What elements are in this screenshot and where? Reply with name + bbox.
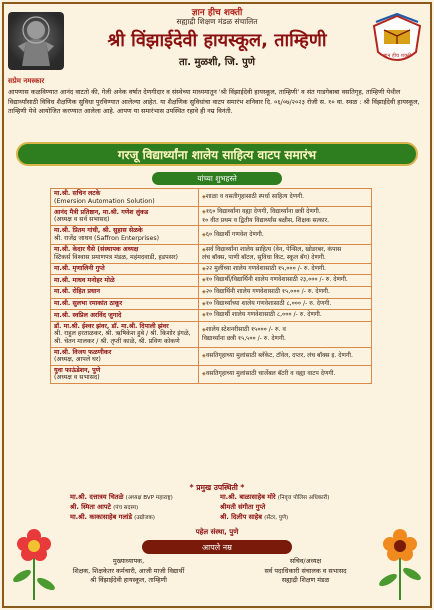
donor-affiliation: (अध्यक्ष व सर्व सभासद) [54, 216, 110, 224]
donation-cell [199, 226, 371, 243]
school-name: श्री विंझाईदेवी हायस्कूल, ताम्हिणी [107, 30, 327, 51]
donor-name-cell [51, 207, 199, 225]
donation-detail: ◈ २० विद्यार्थिनी शालेय गणवेशासाठी १५,००० /- रु. देणगी. [202, 288, 368, 297]
donor-name: मा.श्री. केदार घैसे (संस्थापक अध्यक्ष [54, 246, 139, 254]
donor-name: डॉ. मा.श्री. ईश्वर झंवर, डॉ. मा.श्री. दिपाली झंवर [54, 322, 169, 330]
donation-detail: ◈ ६० विद्यार्थी गणवेश देणगी. [202, 231, 368, 240]
donor-row [51, 189, 371, 207]
closing-badge [142, 540, 292, 554]
organization-name: सह्याद्री शिक्षण मंडळ संचालित [176, 17, 258, 26]
donor-name-cell [51, 245, 199, 263]
donation-detail: ◈ वसतिगृहाच्या मुलांसाठी ब्लॅंकेट, टॉवेल, दप्तर, लंच बॉक्स इ. देणगी. [202, 352, 368, 361]
guest-entry [220, 513, 370, 523]
donor-affiliation: (अध्यक्ष व सभासद) [54, 374, 100, 382]
donor-name: मा.श्री. स्वप्निल अरविंद जुगादे [54, 311, 122, 319]
donor-name: मा.श्री. माधव मनोहर मोळे [54, 276, 115, 284]
donation-detail: ◈ वसतिगृहाच्या मुलांसाठी चार्जेबल बॅटरी व वह्या वाटप देणगी. [202, 370, 368, 379]
donor-name-cell [51, 348, 199, 365]
donor-name: मा.श्री. प्रितम गांधी, श्री. सुहास सेळके [54, 227, 143, 235]
guest-name: श्री. दिलीप साहेब [220, 513, 263, 521]
donation-cell [199, 207, 371, 225]
donor-name-cell [51, 226, 199, 243]
footer-left-line: श्री विंझाईदेवी हायस्कूल, ताम्हिणी [90, 576, 167, 585]
donation-detail: ◈ १० विद्यार्थी शालेय गणवेशासाठी ८,००० /- रु. देणगी. [202, 311, 368, 320]
donation-cell [199, 189, 371, 206]
invitation-text: आपणास कळविण्यात आनंद वाटतो की, गेली अनेक वर्षात देणगीदार व संस्थेच्या माध्यमातून 'श्री विंझाईदेवी हायस्कूल, ताम्हिणी' व संत गाडगेबाबा वसतिगृह, ताम्हिणी येथील विद्यार्थ्यांसाठी विविध शैक्षणिक सुविधा पुरविण्यात आलेल्या आहेत. या शैक्षणिक सुविधांचा वाटप समारंभ शनिवार दि. ०६/०७/२०२३ रोजी स. १० वा. स्थळ : श्री विंझाईदेवी हायस्कूल, ताम्हिणी येथे आयोजित करण्यात आलेला आहे. आपण या समारंभास उपस्थित रहावे ही नम्र विनंती. [8, 88, 420, 116]
footer-left-line: शिक्षक, शिक्षकेतर कर्मचारी, आजी माजी विद्यार्थी [72, 566, 185, 575]
footer-right-line: सह्याद्री शिक्षण मंडळ [281, 576, 330, 585]
donation-cell [199, 287, 371, 298]
donation-detail: ◈ १६० विद्यार्थ्यांना वह्या देणगी, विद्यार्थ्यांना छत्री देणगी. [202, 208, 368, 217]
organizer-name: पहेल संस्था, पुणे [195, 528, 239, 536]
donor-name-cell [51, 310, 199, 321]
donation-cell [199, 299, 371, 310]
thanks-label-badge [152, 172, 282, 185]
donor-row [51, 287, 371, 299]
event-title: गरजू विद्यार्थ्यांना शालेय साहित्य वाटप समारंभ [117, 147, 317, 162]
donation-cell [199, 245, 371, 263]
donor-affiliation: स्टिकर्स विश्वास प्रमाणपत्र मंडळ, महंमदवाडी, हडपसर) [54, 253, 178, 261]
donor-table [50, 188, 372, 384]
donor-name: मा.श्री. विजय फळणीकर [54, 348, 112, 356]
donor-row [51, 299, 371, 311]
guest-role: (सेंटर, पुणे) [264, 515, 289, 521]
footer-left [40, 557, 217, 586]
donor-row [51, 310, 371, 322]
donor-name: युवा फाऊंडेशन, पुणे [54, 366, 101, 374]
event-banner [16, 142, 418, 166]
guest-list [70, 493, 370, 523]
donor-name: मा.श्री. सचिन लटके [54, 190, 101, 197]
donor-row [51, 322, 371, 348]
donation-detail: विद्यार्थ्यांना छत्री १५,५०० /- रु. देणगी. [202, 334, 286, 342]
guest-row [70, 513, 370, 523]
donation-cell [199, 322, 371, 347]
guest-entry [220, 493, 370, 503]
donor-name-cell [51, 264, 199, 275]
donor-row [51, 245, 371, 264]
donation-detail: लंच बॉक्स, पाणी बॉटल, सुविधा किट, स्कूल बॅग) देणगी. [202, 254, 326, 262]
donor-affiliation: श्री. राजेंद्र जाधव (Saffron Enterprises) [54, 234, 160, 242]
flower-decoration-right-icon [372, 520, 428, 600]
footer-right-line: सचिव/अध्यक्ष [289, 557, 322, 565]
footer-right-line: सर्व पदाधिकारी संचालक व सभासद [264, 566, 347, 575]
guest-row [70, 493, 370, 503]
footer [40, 557, 394, 586]
guest-entry [70, 493, 220, 503]
donor-name: मा.श्री. सुलभा रमाकांत ठाकूर [54, 300, 123, 308]
donor-name-cell [51, 366, 199, 383]
donor-row [51, 366, 371, 383]
donor-row [51, 264, 371, 276]
guest-row [70, 503, 370, 513]
donor-affiliation: श्री. राहुल हरताळकर, श्री. ऋषिकेश हुबे / श्री. किशोर इंगळे, श्री. चेतन मालकर / श्री. तृप्ती काळे, श्री. प्रविण कोकणे [54, 330, 191, 345]
guest-role: (उद्योजक) [134, 515, 155, 521]
donation-detail: ◈ शाळा व वसतीगृहासाठी स्पर्धा साहित्य देणगी. [202, 193, 368, 202]
logo-motto: ज्ञान हीच शक्ती [383, 53, 411, 59]
donor-row [51, 226, 371, 244]
donation-detail: ◈ सर्व विद्यार्थ्यांना शालेय साहित्य (वेन, पेन्सिल, खोडरबर, कंपास [202, 246, 368, 255]
guest-role: (निवृत्त पोलिस अधिकारी) [277, 495, 330, 501]
guest-name: मा.श्री. बाळासाहेब मोरे [220, 493, 276, 501]
donation-detail: ◈ २२ मुलींच्या शालेय गणवेशासाठी १५,००० /- रु. देणगी. [202, 265, 368, 274]
donation-detail: ◈ १० विद्यार्थी/विद्यार्थिनी शालेय गणवेशासाठी २३,००० /- रु. देणगी. [202, 276, 368, 285]
donor-row [51, 207, 371, 226]
donation-cell [199, 264, 371, 275]
school-location: ता. मुळशी, जि. पुणे [178, 57, 256, 68]
donor-name-cell [51, 299, 199, 310]
guest-name: श्रीमती संगीता गुप्ते [220, 503, 266, 511]
guest-name: श्री. स्मिता आपटे [70, 503, 111, 511]
guest-name: मा.श्री. दत्तात्रय चितळे [70, 493, 124, 501]
donor-name: आनंद मैत्री प्रतिष्ठान, मा.श्री. गणेश लुंकड [54, 208, 149, 216]
guest-entry [70, 503, 220, 513]
guest-entry [220, 503, 370, 513]
donation-detail: ◈ शालेय स्टेशनरीसाठी १५००० /- रु. व [202, 326, 368, 335]
guest-name: मा.श्री. काकासाहेब गलांडे [70, 513, 133, 521]
donation-cell [199, 366, 371, 383]
guests-heading: * प्रमुख उपस्थिती * [189, 483, 245, 492]
donor-name-cell [51, 275, 199, 286]
donation-cell [199, 275, 371, 286]
donor-affiliation: (अध्यक्ष, आपले घर) [54, 356, 101, 364]
donor-name: मा.श्री. रोहित प्रधान [54, 288, 101, 296]
donation-detail: १० वीत प्रथम व द्वितीय विद्यार्थ्यांस बक्षीस, शिक्षक सत्कार. [202, 216, 330, 224]
guest-role: (अध्यक्ष BVP महाराष्ट्र) [125, 495, 173, 501]
guest-entry [70, 513, 220, 523]
donor-name: मा.श्री. मृणालिनी गुप्ते [54, 265, 105, 273]
donor-row [51, 348, 371, 366]
guest-role: (पंच सदस्य) [113, 505, 139, 511]
thanks-label: यांच्या शुभहस्ते [197, 173, 237, 183]
motto: ज्ञान हीच शक्ती [191, 8, 243, 18]
footer-right [217, 557, 394, 586]
donation-detail: ◈ १० विद्यार्थ्यांच्या शालेय गणवेशासाठी ८,००० /- रु. देणगी. [202, 300, 368, 309]
donation-cell [199, 348, 371, 365]
closing-label: आपले नम्र [202, 542, 232, 552]
donation-cell [199, 310, 371, 321]
flower-decoration-left-icon [6, 520, 62, 600]
donor-affiliation: (Emersion Automation Solution) [54, 197, 155, 205]
donor-name-cell [51, 322, 199, 347]
salutation: सप्रेम नमस्कार [8, 77, 45, 85]
footer-left-line: मुख्याध्यापक, [112, 557, 145, 565]
donor-name-cell [51, 189, 199, 206]
donor-name-cell [51, 287, 199, 298]
donor-row [51, 275, 371, 287]
